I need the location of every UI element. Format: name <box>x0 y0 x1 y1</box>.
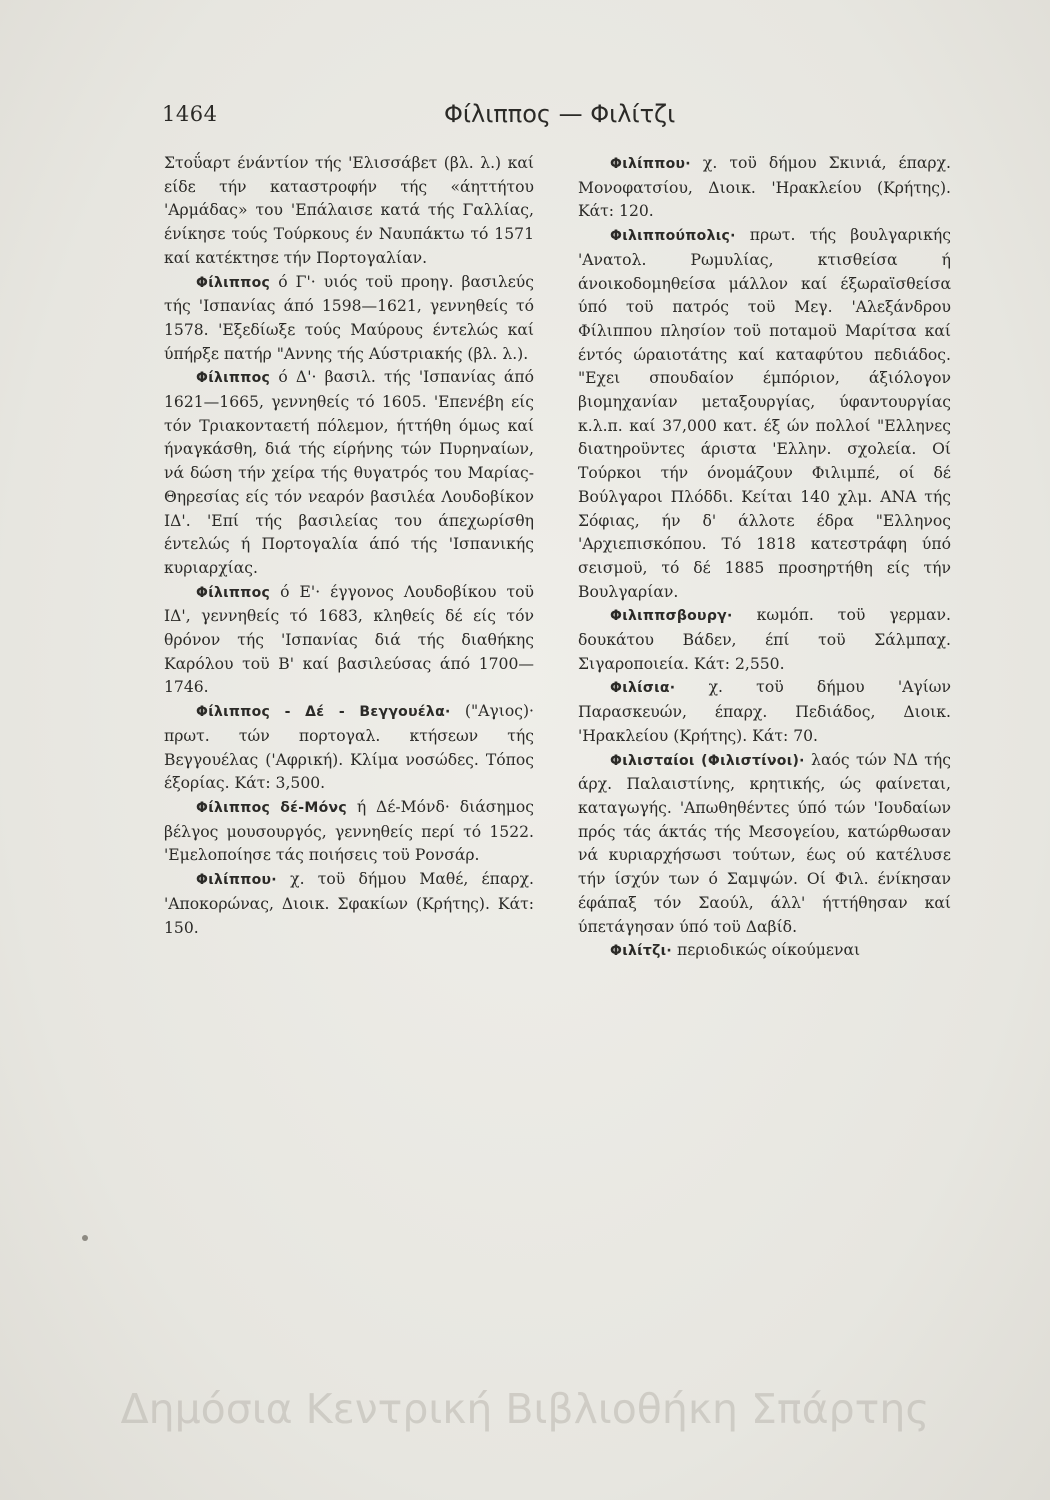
entry <box>164 581 534 701</box>
entry-headword: Φιλίππου· <box>196 872 277 889</box>
entry-headword: Φιλίσια· <box>610 680 676 697</box>
page-header <box>162 100 962 140</box>
entry-text: ό Ε'· έγγονος Λουδοβίκου τοϋ ΙΔ', γεννηθείς τό 1683, κληθείς δέ είς τόν θρόνον τής 'Ισπανίας διά τής διαθήκης Καρόλου τοϋ Β' καί βασιλεύσας άπό 1700—1746. <box>164 582 534 697</box>
entry <box>578 604 951 676</box>
library-watermark: Δημόσια Κεντρική Βιβλιοθήκη Σπάρτης <box>120 1385 930 1433</box>
left-column <box>164 152 534 940</box>
right-column <box>578 152 951 964</box>
entry-headword: Φιλίτζι· <box>610 943 673 960</box>
entry <box>164 152 534 271</box>
entry <box>164 271 534 367</box>
entry <box>578 749 951 940</box>
entry <box>578 224 951 604</box>
entry-headword: Φιλισταίοι (Φιλιστίνοι)· <box>610 752 805 769</box>
entry-headword: Φιλιππσβουργ· <box>610 608 733 625</box>
entry-text: ό Δ'· βασιλ. τής 'Ισπανίας άπό 1621—1665, γεννηθείς τό 1605. 'Επενέβη είς τόν Τριακονταετή πόλεμον, ήττήθη όμως καί ήναγκάσθη, διά τής είρήνης τών Πυρηναίων, νά δώση τήν χείρα τής θυγατρός του Μαρίας-Θηρεσίας είς τόν νεαρόν βασιλέα Λουδοβίκον ΙΔ'. 'Επί τής βασιλείας του άπεχωρίσθη έντελώς ή Πορτογαλία άπό τής 'Ισπανικής κυριαρχίας. <box>164 368 534 577</box>
entry-headword: Φίλιππος - Δέ - Βεγγουέλα· <box>196 704 451 721</box>
entry <box>164 796 534 868</box>
entry <box>578 676 951 748</box>
entry-text: πρωτ. τής βουλγαρικής 'Ανατολ. Ρωμυλίας, κτισθείσα ή άνοικοδομηθείσα μάλλον καί έξωραϊσθείσα ύπό τοϋ πατρός τοϋ Μεγ. 'Αλεξάνδρου Φίλιππου πλησίον τοϋ ποταμοϋ Μαρίτσα καί έντός ώραιοτάτης καί καταφύτου πεδιάδος. "Εχει σπουδαίον έμπόριον, άξιόλογον βιομηχανίαν μεταξουργίας, ύφαντουργίας κ.λ.π. καί 37,000 κατ. έξ ών πολλοί "Ελληνες διατηροϋντες άριστα 'Ελλην. σχολεία. Οί Τούρκοι τήν όνομάζουν Φιλιμπέ, οί δέ Βούλγαροι Πλόδδι. Κείται 140 χλμ. ΑΝΑ τής Σόφιας, ήν δ' άλλοτε έδρα "Ελληνος 'Αρχιεπισκόπου. Τό 1818 κατεστράφη ύπό σεισμοϋ, τό δέ 1885 προσηρτήθη είς τήν Βουλγαρίαν. <box>578 226 951 601</box>
entry-text: Στοΰαρτ ένάντίον τής 'Ελισσάβετ (βλ. λ.) καί είδε τήν καταστροφήν τής «άηττήτου 'Αρμάδας» του 'Επάλαισε κατά τής Γαλλίας, ένίκησε τούς Τούρκους έν Ναυπάκτω τό 1571 καί κατέκτησε τήν Πορτογαλίαν. <box>164 154 534 267</box>
page-number: 1464 <box>162 102 218 126</box>
entry-headword: Φιλίππου· <box>610 156 691 172</box>
entry <box>164 700 534 796</box>
entry-text: περιοδικώς οίκούμεναι <box>672 941 861 960</box>
entry-headword: Φιλιππούπολις· <box>610 228 736 245</box>
entry <box>578 939 951 964</box>
entry-text: ή Δέ-Μόνδ· διάσημος βέλγος μουσουργός, γεννηθείς περί τό 1522. 'Εμελοποίησε τάς ποιήσεις τοϋ Ρονσάρ. <box>164 797 534 865</box>
entry-headword: Φίλιππος <box>196 584 271 601</box>
margin-dot <box>82 1235 88 1241</box>
entry <box>578 152 951 224</box>
entry-text: χ. τοϋ δήμου Μαθέ, έπαρχ. 'Αποκορώνας, Διοικ. Σφακίων (Κρήτης). Κάτ: 150. <box>164 870 534 937</box>
entry <box>164 868 534 940</box>
entry-text: χ. τοϋ δήμου 'Αγίων Παρασκευών, έπαρχ. Πεδιάδος, Διοικ. 'Ηρακλείου (Κρήτης). Κάτ: 70. <box>578 678 951 745</box>
entry-headword: Φίλιππος <box>196 274 271 291</box>
entry-text: χ. τοϋ δήμου Σκινιά, έπαρχ. Μονοφατσίου, Διοικ. 'Ηρακλείου (Κρήτης). Κάτ: 120. <box>578 154 951 221</box>
entry-headword: Φίλιππος δέ-Μόνς <box>196 799 347 816</box>
entry-text: λαός τών ΝΔ τής άρχ. Παλαιστίνης, κρητικής, ώς φαίνεται, καταγωγής. 'Απωθηθέντες ύπό τών 'Ιουδαίων πρός τάς άκτάς τής Μεσογείου, κατώρθωσαν νά κυριαρχήσωσι τούτων, έως ού κατέλυσε τήν ίσχύν των ό Σαμψών. Οί Φιλ. ένίκησαν έφάπαξ τόν Σαούλ, άλλ' ήττήθησαν καί ύπετάγησαν ύπό τοϋ Δαβίδ. <box>578 750 951 936</box>
entry <box>164 366 534 580</box>
entry-text: ("Αγιος)· πρωτ. τών πορτογαλ. κτήσεων τής Βεγγουέλας ('Αφρική). Κλίμα νοσώδες. Τόπος έξορίας. Κάτ: 3,500. <box>164 702 534 793</box>
entry-text: κωμόπ. τοϋ γερμαν. δουκάτου Βάδεν, έπί τοϋ Σάλμπαχ. Σιγαροποιεία. Κάτ: 2,550. <box>578 606 951 673</box>
running-title: Φίλιππος — Φιλίτζι <box>444 100 676 128</box>
entry-text: ό Γ'· υιός τοϋ προηγ. βασιλεύς τής 'Ισπανίας άπό 1598—1621, γεννηθείς τό 1578. 'Εξεδίωξε τούς Μαύρους έντελώς καί ύπήρξε πατήρ "Αννης τής Αύστριακής (βλ. λ.). <box>164 272 534 363</box>
entry-headword: Φίλιππος <box>196 370 271 387</box>
